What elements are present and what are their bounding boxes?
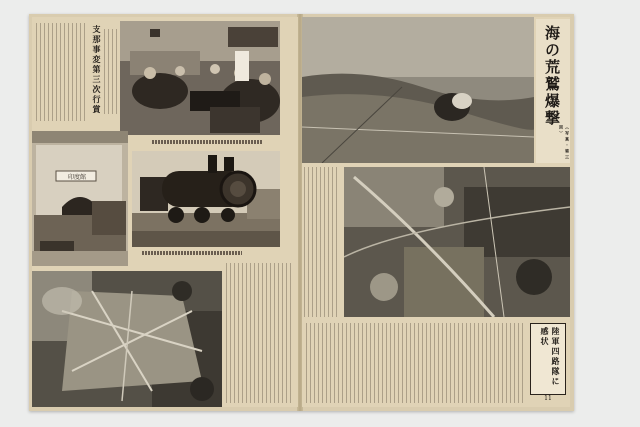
right-bottom-article-text	[306, 323, 524, 403]
right-page	[302, 17, 570, 407]
terrain-aerial-photo	[344, 167, 570, 317]
article-title: 海の荒鷲爆撃	[543, 25, 561, 127]
left-bottom-article-text	[226, 263, 294, 403]
left-article-text	[36, 23, 86, 121]
article-subtitle: （写真・第三回）	[559, 125, 570, 161]
locomotive-photo	[132, 151, 280, 247]
left-heading: 支那事変第三次行賞	[92, 25, 102, 115]
meeting-photo-caption	[152, 140, 262, 144]
gate-photo	[32, 131, 128, 266]
meeting-photo	[120, 21, 280, 135]
airfield-aerial-photo	[32, 271, 222, 407]
magazine-spread	[29, 14, 574, 411]
locomotive-photo-caption	[142, 251, 242, 255]
left-heading-text	[104, 29, 118, 114]
page-number: 11	[544, 395, 552, 402]
bombing-aerial-photo	[302, 17, 534, 163]
gate-sign: 印度館	[67, 174, 86, 181]
left-page	[32, 17, 298, 407]
boxed-heading: 陸軍四路隊に感状	[540, 327, 561, 387]
right-caption-text	[304, 167, 340, 317]
